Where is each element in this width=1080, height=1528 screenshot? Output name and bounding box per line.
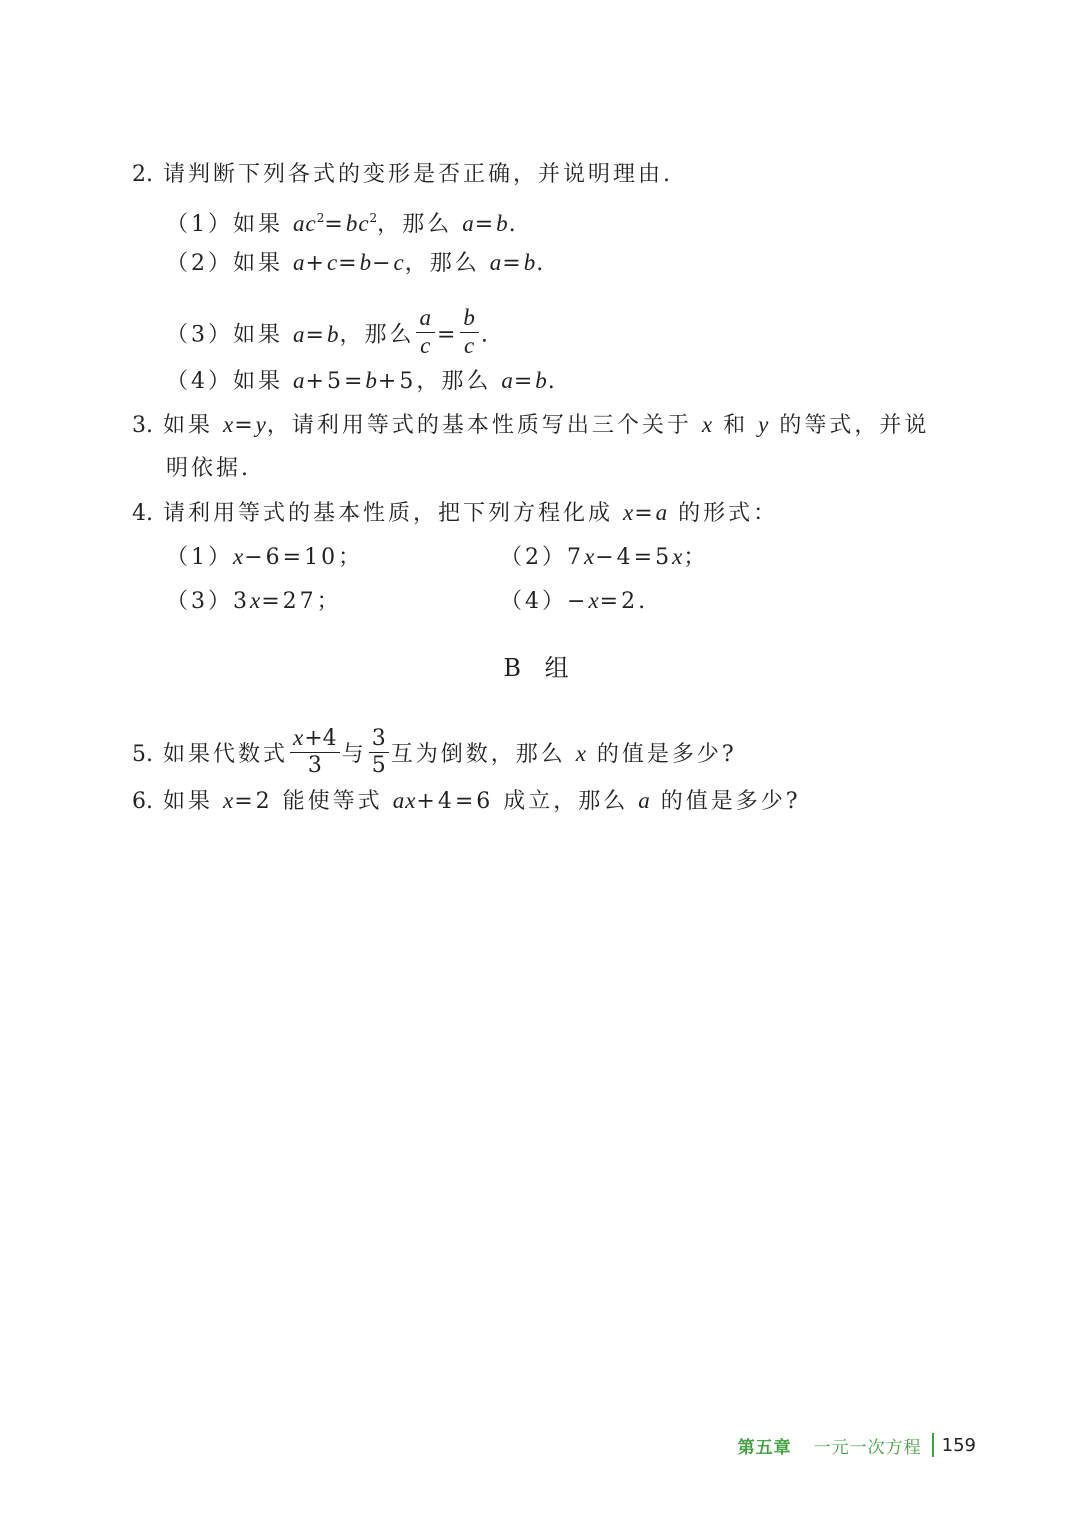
formula: x=2 xyxy=(223,788,273,814)
question-3 xyxy=(132,410,929,441)
q4-item-1 xyxy=(166,542,363,573)
question-3-continued xyxy=(166,454,251,484)
item-label: （3） xyxy=(166,589,233,614)
question-text: 的形式： xyxy=(678,501,779,526)
question-text: ，请利用等式的基本性质写出三个关于 xyxy=(266,413,692,438)
variable: y xyxy=(758,412,770,437)
variable: x xyxy=(701,412,714,437)
item-mid: ，那么 xyxy=(339,322,415,348)
item-label: （4） xyxy=(500,589,567,614)
item-label: （2） xyxy=(500,545,567,570)
formula: a+5=b+5 xyxy=(293,368,417,394)
formula: 7x−4=5x； xyxy=(567,544,709,570)
question-text: 的等式，并说 xyxy=(779,413,930,438)
variable: x xyxy=(575,741,587,766)
formula: 3x=27； xyxy=(233,588,342,614)
fraction: $\frac{b}{c}$ xyxy=(460,305,479,360)
question-text: 成立，那么 xyxy=(503,789,629,814)
footer-divider xyxy=(932,1433,934,1457)
question-text: 请利用等式的基本性质，把下列方程化成 xyxy=(163,501,614,526)
formula: x=a xyxy=(623,500,669,526)
item-label: （4） xyxy=(166,369,233,394)
question-text: 请判断下列各式的变形是否正确，并说明理由. xyxy=(163,162,673,187)
formula: a=b xyxy=(462,211,509,237)
item-label: （3） xyxy=(166,322,233,348)
question-text: 如果 xyxy=(163,789,214,814)
q2-item-1 xyxy=(166,203,519,240)
question-6 xyxy=(132,786,801,817)
item-end: . xyxy=(547,369,558,394)
question-text: 和 xyxy=(723,413,749,438)
question-text: 的值是多少? xyxy=(596,742,737,767)
chapter-label: 第五章 xyxy=(737,1437,792,1458)
q2-item-3: （3）如果 a=b，那么 $\frac{a}{c}$ = $\frac{b}{c}$ . xyxy=(166,305,491,358)
question-5 xyxy=(132,725,737,782)
item-end: . xyxy=(508,212,519,237)
question-text: 与 xyxy=(341,742,367,767)
q4-item-2 xyxy=(500,542,708,573)
q2-item-2 xyxy=(166,248,546,279)
question-text: 互为倒数，那么 xyxy=(390,742,566,767)
formula: $ac^2=bc^2$ xyxy=(293,211,378,237)
q4-item-3 xyxy=(166,586,342,617)
variable: a xyxy=(638,788,651,813)
formula: −x=2. xyxy=(567,588,649,614)
item-mid: ，那么 xyxy=(377,212,453,237)
question-text: 如果 xyxy=(163,413,214,438)
formula: ax+4=6 xyxy=(392,788,494,814)
question-2 xyxy=(132,160,673,190)
question-text: 能使等式 xyxy=(282,789,383,814)
chapter-title: 一元一次方程 xyxy=(813,1437,922,1458)
formula: a+c=b−c xyxy=(293,250,405,276)
question-4 xyxy=(132,498,778,529)
q2-item-4 xyxy=(166,366,558,397)
item-prefix: 如果 xyxy=(233,369,284,394)
formula: a=b xyxy=(489,250,537,276)
item-prefix: 如果 xyxy=(233,212,284,237)
item-label: （2） xyxy=(166,251,233,276)
item-mid: ，那么 xyxy=(404,251,480,276)
question-number: 4. xyxy=(132,501,153,526)
q4-item-4 xyxy=(500,586,648,617)
formula: x=y xyxy=(223,412,267,438)
item-mid: ，那么 xyxy=(416,369,492,394)
fraction: $\frac{x+4}{3}$ xyxy=(290,725,340,779)
formula: a=b xyxy=(501,368,548,394)
page-footer xyxy=(738,1432,976,1458)
question-text: 明依据. xyxy=(166,456,251,481)
question-number: 5. xyxy=(132,742,153,767)
question-number: 6. xyxy=(132,789,153,814)
item-label: （1） xyxy=(166,212,233,237)
formula: x−6=10； xyxy=(233,544,364,570)
item-prefix: 如果 xyxy=(233,251,284,276)
item-end: . xyxy=(480,322,491,348)
fraction: $\frac{a}{c}$ xyxy=(416,305,435,360)
question-number: 3. xyxy=(132,413,153,438)
item-label: （1） xyxy=(166,545,233,570)
question-number: 2. xyxy=(132,162,153,187)
item-end: . xyxy=(536,251,547,276)
question-text: 如果代数式 xyxy=(163,742,289,767)
fraction: $\frac{3}{5}$ xyxy=(369,726,389,779)
section-heading: B 组 xyxy=(503,654,577,682)
item-prefix: 如果 xyxy=(233,322,284,348)
formula: a=b xyxy=(293,321,340,348)
question-text: 的值是多少? xyxy=(660,789,801,814)
page-number: 159 xyxy=(941,1434,976,1456)
